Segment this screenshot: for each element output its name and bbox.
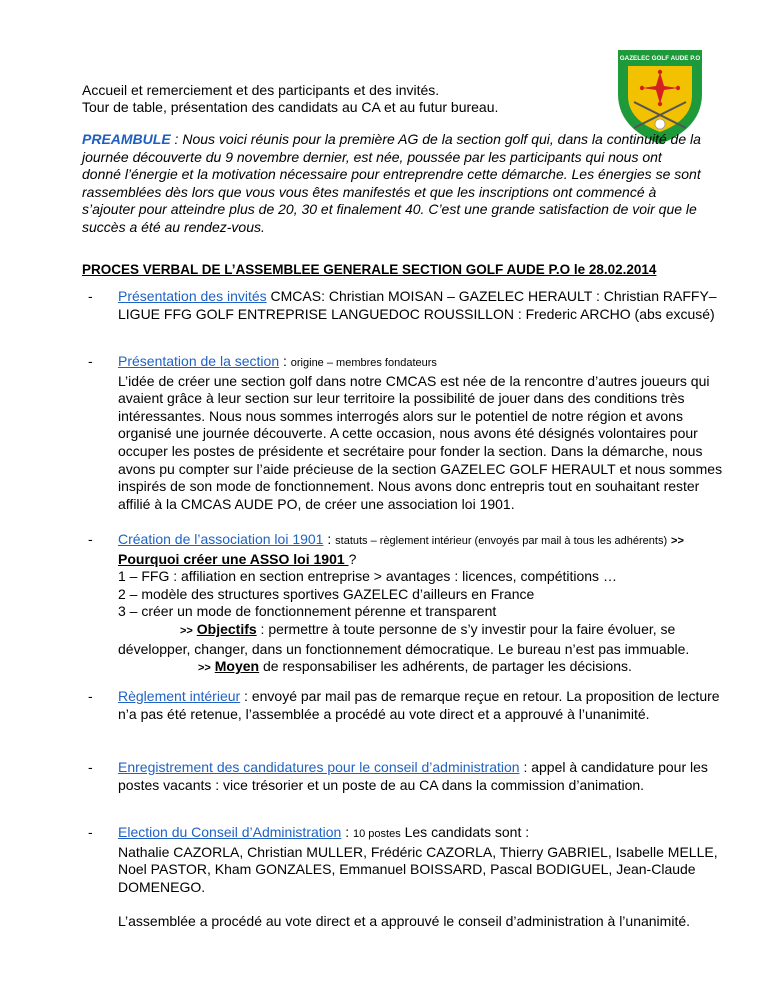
election-lead: Les candidats sont : [400,824,530,840]
objectifs-label: Objectifs [196,620,257,637]
logo-text: GAZELEC GOLF AUDE P.O [619,55,701,62]
bullet-dash: - [88,824,93,840]
bullet-dash: - [88,531,93,547]
asso-line-3: 3 – créer un mode de fonctionnement pérenne et transparent [118,603,497,620]
link-invites[interactable]: Présentation des invités [118,288,267,304]
bullet-dash: - [88,688,93,704]
bullet-dash: - [88,759,93,775]
bullet-dash: - [88,353,93,369]
asso-why: Pourquoi créer une ASSO loi 1901 [118,550,349,567]
separator: : [323,531,336,547]
item-asso [118,531,730,678]
reglement-text: : envoyé par mail pas de remarque reçue en retour. La proposition de lecture n’a pas été retenue, l’assemblée a procédé au vote direct et a approuvé à l’unanimité. [118,688,720,722]
link-candidatures[interactable]: Enregistrement des candidatures pour le conseil d’administration [118,759,520,775]
asso-objectifs [118,621,730,658]
preamble [82,131,702,236]
preamble-text: : Nous voici réunis pour la première AG de la section golf qui, dans la continuité de la journée découverte du 9 novembre dernier, est née, poussée par les participants qui nous ont donné l’énergie et la motivation nécessaire pour entreprendre cette démarche. Les énergies se sont rassemblées dès lors que vous vous êtes manifestés et que les inscriptions ont commencé à s’ajouter pour atteindre plus de 20, 30 et finalement 40. C’est une grande satisfaction de voir que le succès a été au rendez-vous. [82,131,701,235]
separator: : [341,824,354,840]
section-subtitle: origine – membres fondateurs [290,357,437,369]
candidate-names: Nathalie CAZORLA, Christian MULLER, Frédéric CAZORLA, Thierry GABRIEL, Isabelle MELLE, Noel PASTOR, Kham GONZALES, Emmanuel BOISSARD, Pascal BODIGUEL, Jean-Claude DOMENEGO. [118,843,718,895]
separator: : [279,353,291,369]
preamble-label: PREAMBULE [82,131,171,147]
link-reglement[interactable]: Règlement intérieur [118,688,241,704]
election-vote: L’assemblée a procédé au vote direct et a approuvé le conseil d’administration à l’unanimité. [118,913,691,930]
item-reglement [118,688,730,723]
bullet-dash: - [88,288,93,304]
objectifs-text: : permettre à toute personne de s’y investir pour la faire évoluer, se développer, changer, dans un fonctionnement démocratique. Le bureau n’est pas immuable. [118,620,690,657]
intro-line-2: Tour de table, présentation des candidats au CA et au futur bureau. [82,99,499,115]
link-election[interactable]: Election du Conseil d’Administration [118,824,342,840]
item-candidatures [118,759,730,794]
link-asso[interactable]: Création de l’association loi 1901 [118,531,324,547]
asso-line-1: 1 – FFG : affiliation en section entreprise > avantages : licences, compétitions … [118,568,617,585]
item-invites [118,288,730,323]
question-mark: ? [348,550,357,567]
moyen-label: Moyen [214,658,260,675]
arrow-icon: >> [198,662,211,675]
item-section [118,353,730,513]
asso-line-2: 2 – modèle des structures sportives GAZELEC d’ailleurs en France [118,585,535,602]
candidatures-text: : appel à candidature pour les postes vacants : vice trésorier et un poste de au CA dans la commission d’animation. [118,759,708,793]
link-section[interactable]: Présentation de la section [118,353,280,369]
item-election [118,824,730,931]
intro [82,82,602,116]
arrow-icon: >> [180,624,193,637]
asso-subtitle: statuts – règlement intérieur (envoyés par mail à tous les adhérents) [335,535,668,547]
moyen-text: de responsabiliser les adhérents, de partager les décisions. [259,658,632,675]
pv-title: PROCES VERBAL DE L’ASSEMBLEE GENERALE SECTION GOLF AUDE P.O le 28.02.2014 [82,262,657,277]
arrow-icon: >> [671,535,684,547]
section-text: L’idée de créer une section golf dans notre CMCAS est née de la rencontre d’autres joueurs qui avaient grâce à leur section sur leur territoire la possibilité de jouer dans des conditions très intéressantes. Nous nous sommes interrogés alors sur le potentiel de notre région et avons organisé une journée découverte. A cette occasion, nous avons été désignés volontaires pour occuper les postes de présidente et secrétaire pour fonder la section. Dans la démarche, nous avons pu compter sur l’aide précieuse de la section GAZELEC GOLF HERAULT et nous sommes inspirés de son mode de fonctionnement. Nous avons donc entrepris tout en souhaitant rester affilié à la CMCAS AUDE PO, de créer une association loi 1901. [118,372,723,512]
invites-text: CMCAS: Christian MOISAN – GAZELEC HERAULT : Christian RAFFY– LIGUE FFG GOLF ENTREPRISE LANGUEDOC ROUSSILLON : Frederic ARCHO (abs excusé) [118,288,717,322]
golf-ball-icon [655,119,665,129]
election-subtitle: 10 postes [353,828,401,840]
asso-moyen [118,658,730,678]
intro-line-1: Accueil et remerciement et des participants et des invités. [82,82,440,98]
